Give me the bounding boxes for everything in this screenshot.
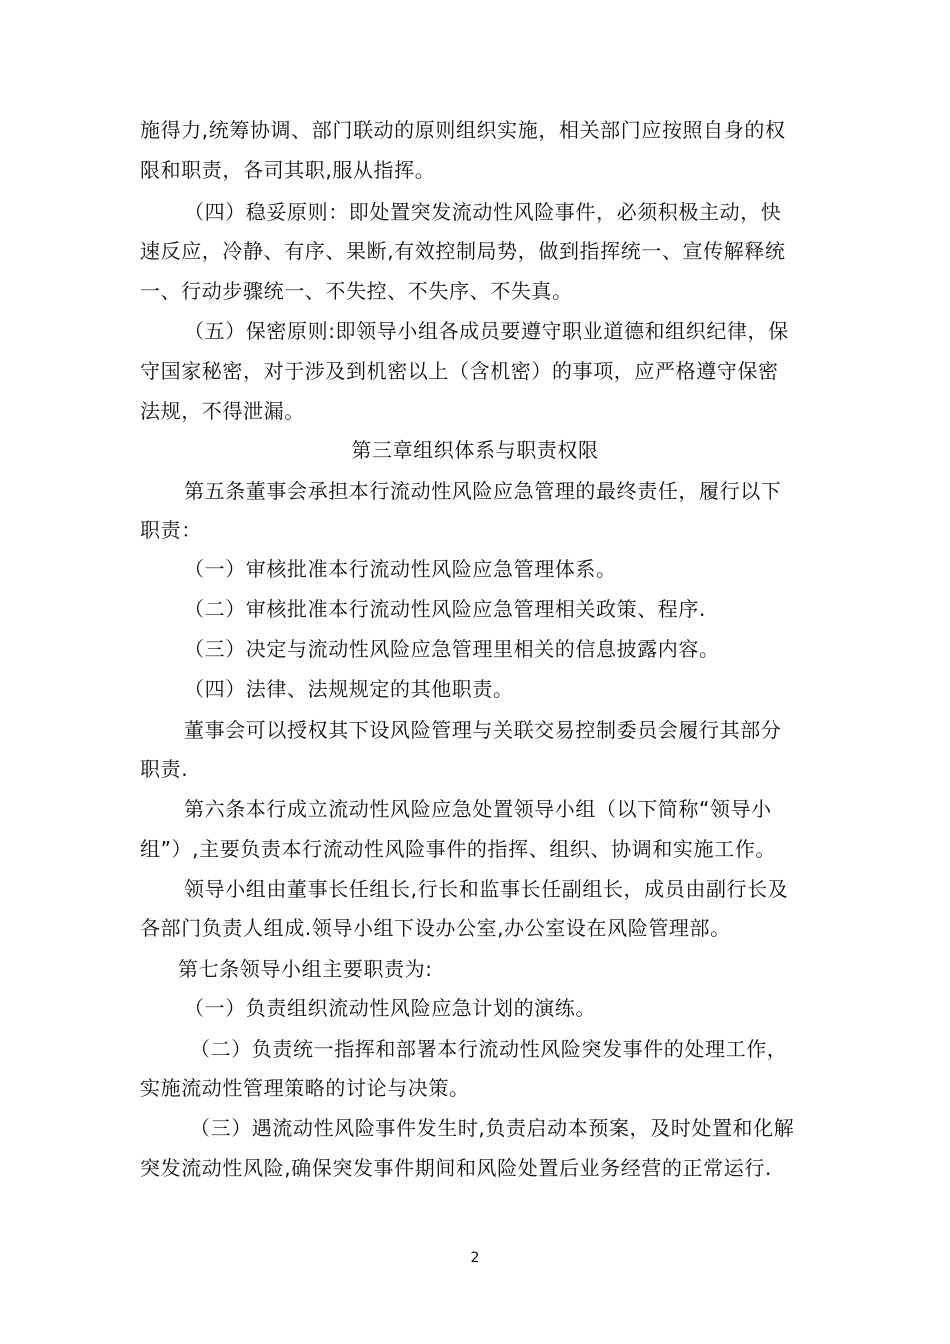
chapter-heading: 第三章组织体系与职责权限 [351, 438, 599, 462]
body-text-line: （二）审核批准本行流动性风险应急管理相关政策、程序. [184, 597, 706, 621]
body-text-line: （一）负责组织流动性风险应急计划的演练。 [184, 996, 596, 1020]
body-text-line: 一、行动步骤统一、不失控、不失序、不失真。 [140, 279, 573, 303]
body-text-line: （三）决定与流动性风险应急管理里相关的信息披露内容。 [184, 637, 720, 661]
body-text-line: 第五条董事会承担本行流动性风险应急管理的最终责任，履行以下 [184, 479, 782, 503]
body-text-line: 守国家秘密，对于涉及到机密以上（含机密）的事项，应严格遵守保密 [140, 359, 779, 383]
body-text-line: 职责： [140, 518, 202, 542]
body-text-line: 各部门负责人组成.领导小组下设办公室,办公室设在风险管理部。 [140, 916, 731, 940]
body-text-line: 速反应，冷静、有序、果断,有效控制局势，做到指挥统一、宣传解释统 [140, 239, 786, 263]
body-text-line: 法规，不得泄漏。 [140, 399, 305, 423]
body-text-line: 限和职责，各司其职,服从指挥。 [140, 158, 436, 182]
body-text-line: （二）负责统一指挥和部署本行流动性风险突发事件的处理工作， [190, 1037, 788, 1061]
body-text-line: （四）稳妥原则：即处置突发流动性风险事件，必须积极主动，快 [184, 200, 782, 224]
body-text-line: 施得力,统筹协调、部门联动的原则组织实施，相关部门应按照自身的权 [140, 118, 786, 142]
body-text-line: 职责. [140, 757, 189, 781]
body-text-line: （四）法律、法规规定的其他职责。 [184, 677, 514, 701]
body-text-line: 领导小组由董事长任组长,行长和监事长任副组长，成员由副行长及 [184, 877, 789, 901]
body-text-line: 突发流动性风险,确保突发事件期间和风险处置后业务经营的正常运行. [140, 1156, 772, 1180]
body-text-line: 组”）,主要负责本行流动性风险事件的指挥、组织、协调和实施工作。 [140, 837, 776, 861]
body-text-line: 第六条本行成立流动性风险应急处置领导小组（以下简称“领导小 [184, 797, 772, 821]
body-text-line: （五）保密原则:即领导小组各成员要遵守职业道德和组织纪律，保 [184, 319, 789, 343]
body-text-line: 董事会可以授权其下设风险管理与关联交易控制委员会履行其部分 [184, 718, 782, 742]
body-text-line: 第七条领导小组主要职责为: [178, 957, 433, 981]
page-number: 2 [470, 1250, 480, 1266]
body-text-line: （一）审核批准本行流动性风险应急管理体系。 [184, 557, 617, 581]
body-text-line: 实施流动性管理策略的讨论与决策。 [140, 1076, 470, 1100]
body-text-line: （三）遇流动性风险事件发生时,负责启动本预案，及时处置和化解 [190, 1116, 795, 1140]
